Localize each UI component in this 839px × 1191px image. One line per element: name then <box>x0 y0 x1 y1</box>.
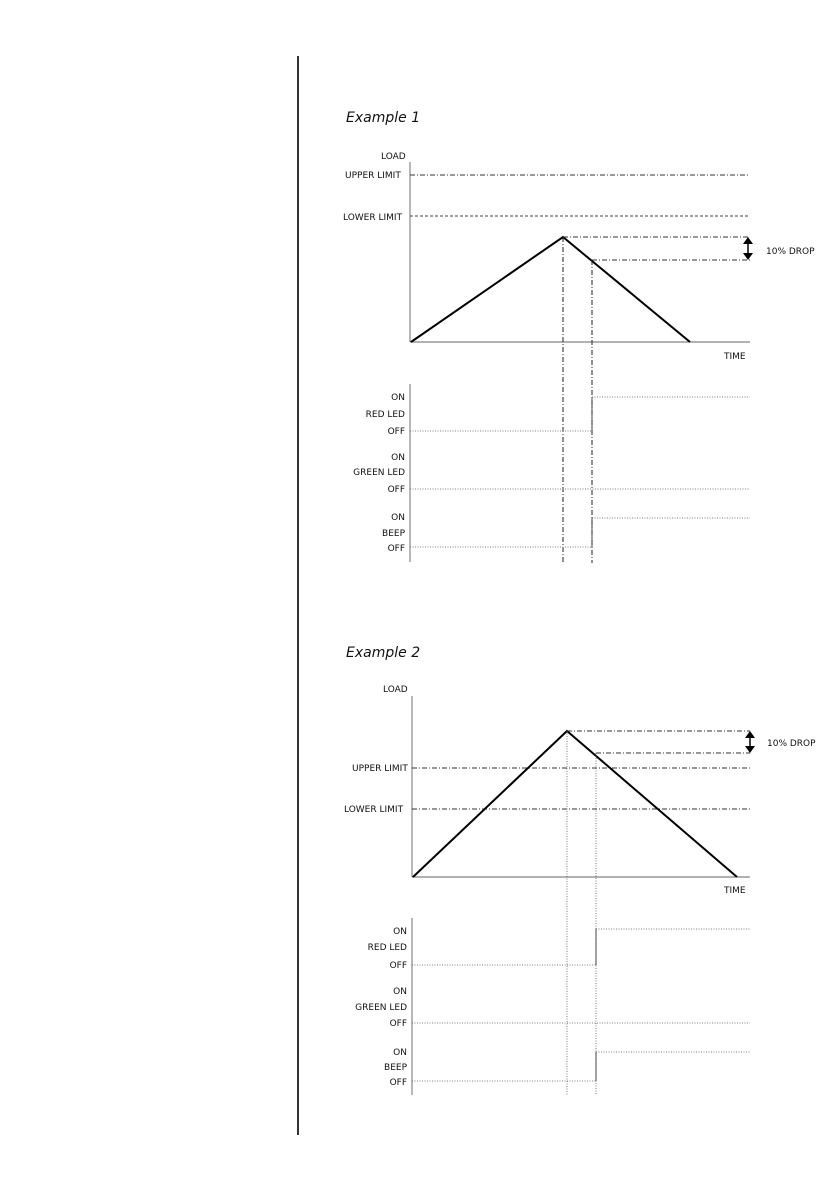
green-led-on-label: ON <box>393 987 407 997</box>
green-led-label: GREEN LED <box>353 468 405 478</box>
example-1-title: Example 1 <box>346 110 421 126</box>
beep-off-label: OFF <box>387 544 405 554</box>
load-axis-label: LOAD <box>383 685 408 695</box>
time-axis-label: TIME <box>724 352 746 362</box>
load-curve <box>411 237 690 342</box>
green-led-signal <box>355 987 750 1029</box>
green-led-signal <box>353 453 750 495</box>
example-1 <box>343 110 815 563</box>
red-led-signal <box>366 393 750 437</box>
red-led-off-label: OFF <box>387 427 405 437</box>
red-led-label: RED LED <box>367 943 407 953</box>
beep-signal <box>382 513 750 554</box>
green-led-off-label: OFF <box>389 1019 407 1029</box>
red-led-signal <box>368 927 750 971</box>
drop-label: 10% DROP <box>767 739 816 749</box>
green-led-on-label: ON <box>391 453 405 463</box>
green-led-label: GREEN LED <box>355 1003 407 1013</box>
drop-arrow-icon <box>743 237 753 260</box>
beep-label: BEEP <box>382 529 405 539</box>
red-led-on-label: ON <box>393 927 407 937</box>
green-led-off-label: OFF <box>387 485 405 495</box>
beep-on-label: ON <box>391 513 405 523</box>
time-axis-label: TIME <box>724 886 746 896</box>
example-2 <box>344 645 816 1095</box>
lower-limit-label: LOWER LIMIT <box>343 213 403 223</box>
red-led-on-label: ON <box>391 393 405 403</box>
beep-label: BEEP <box>384 1063 407 1073</box>
drop-label: 10% DROP <box>766 247 815 257</box>
red-led-off-label: OFF <box>389 961 407 971</box>
example-2-title: Example 2 <box>346 645 421 661</box>
lower-limit-label: LOWER LIMIT <box>344 805 404 815</box>
red-led-label: RED LED <box>365 410 405 420</box>
beep-off-label: OFF <box>389 1078 407 1088</box>
upper-limit-label: UPPER LIMIT <box>352 764 408 774</box>
load-axis-label: LOAD <box>381 152 406 162</box>
beep-on-label: ON <box>393 1048 407 1058</box>
upper-limit-label: UPPER LIMIT <box>345 171 401 181</box>
drop-arrow-icon <box>745 731 755 753</box>
